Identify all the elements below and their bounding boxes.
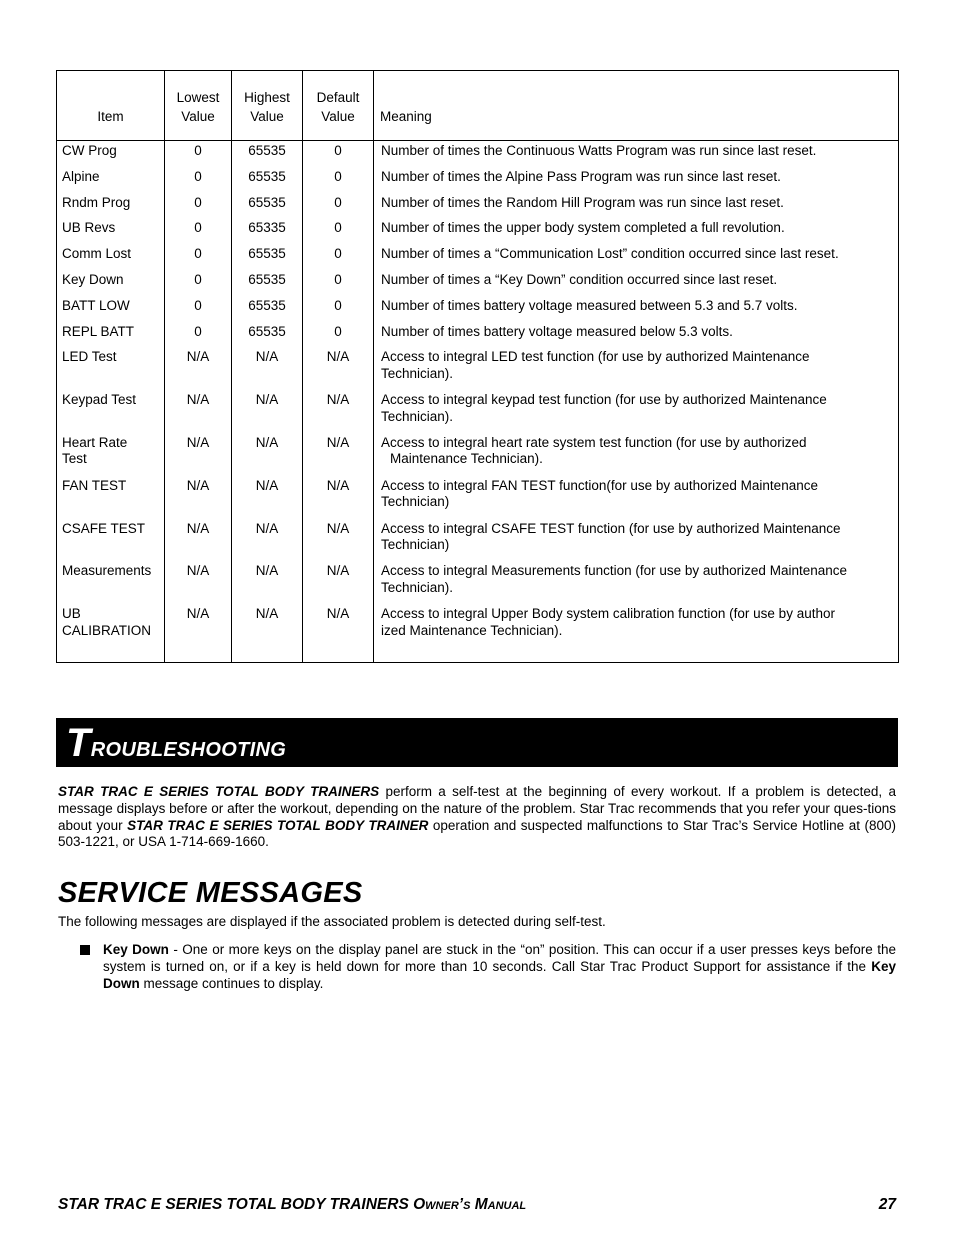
cell-lowest-value: 0: [165, 195, 232, 221]
cell-highest-value: N/A: [232, 478, 303, 521]
cell-meaning: Number of times the upper body system completed a full revolution.: [374, 220, 899, 246]
cell-item: UB Revs: [57, 220, 165, 246]
troubleshooting-intro: STAR TRAC E SERIES TOTAL BODY TRAINERS perform a self-test at the beginning of every workout. If a problem is detected, a message displays before or after the workout, depending on the nature of the problem. Star Trac recommends that you refer your ques-tions about your STAR TRAC E SERIES TOTAL BODY TRAINER operation and suspected malfunctions to Star Trac’s Service Hotline at (800) 503-1221, or USA 1-714-669-1660.: [58, 784, 897, 850]
cell-lowest-value: N/A: [165, 478, 232, 521]
table-row: [57, 563, 899, 606]
cell-lowest-value: 0: [165, 298, 232, 324]
cell-item: CW Prog: [57, 141, 165, 169]
service-messages-heading: SERVICE MESSAGES: [58, 877, 363, 909]
footer-title: STAR TRAC E SERIES TOTAL BODY TRAINERS Owner’s Manual: [58, 1196, 527, 1213]
cell-item: FAN TEST: [57, 478, 165, 521]
cell-meaning: Access to integral heart rate system test function (for use by authorized Maintenance Technician).: [374, 435, 899, 478]
cell-highest-value: 65535: [232, 324, 303, 350]
cell-default-value: N/A: [303, 392, 374, 435]
cell-item: Comm Lost: [57, 246, 165, 272]
cell-meaning: Number of times the Random Hill Program was run since last reset.: [374, 195, 899, 221]
cell-item: Key Down: [57, 272, 165, 298]
table-row: [57, 521, 899, 564]
cell-default-value: 0: [303, 272, 374, 298]
cell-default-value: N/A: [303, 478, 374, 521]
header-lowest-value: Lowest Value: [165, 71, 232, 141]
cell-lowest-value: N/A: [165, 435, 232, 478]
table-row: [57, 169, 899, 195]
cell-item: Keypad Test: [57, 392, 165, 435]
cell-lowest-value: 0: [165, 220, 232, 246]
cell-meaning: Number of times a “Communication Lost” condition occurred since last reset.: [374, 246, 899, 272]
cell-highest-value: N/A: [232, 606, 303, 663]
table-row: [57, 349, 899, 392]
cell-meaning: Access to integral Upper Body system calibration function (for use by author ized Maintenance Technician).: [374, 606, 899, 663]
cell-meaning: Number of times the Continuous Watts Program was run since last reset.: [374, 141, 899, 169]
cell-item: Heart Rate Test: [57, 435, 165, 478]
cell-meaning: Access to integral CSAFE TEST function (for use by authorized Maintenance Technician): [374, 521, 899, 564]
cell-meaning: Number of times the Alpine Pass Program was run since last reset.: [374, 169, 899, 195]
key-down-bullet: Key Down - One or more keys on the display panel are stuck in the “on” position. This can occur if a user presses keys before the system is turned on, or if a key is held down for more than 10 seconds. Call Star Trac Product Support for assistance if the Key Down message continues to display.: [103, 942, 896, 991]
cell-highest-value: N/A: [232, 435, 303, 478]
cell-meaning: Access to integral keypad test function (for use by authorized Maintenance Technician).: [374, 392, 899, 435]
cell-lowest-value: 0: [165, 246, 232, 272]
cell-default-value: 0: [303, 298, 374, 324]
cell-meaning: Access to integral Measurements function (for use by authorized Maintenance Technician).: [374, 563, 899, 606]
table-row: [57, 435, 899, 478]
cell-item: BATT LOW: [57, 298, 165, 324]
cell-lowest-value: 0: [165, 141, 232, 169]
cell-item: CSAFE TEST: [57, 521, 165, 564]
cell-meaning: Number of times battery voltage measured below 5.3 volts.: [374, 324, 899, 350]
header-meaning: Meaning: [374, 71, 899, 141]
cell-lowest-value: 0: [165, 169, 232, 195]
cell-item: Measurements: [57, 563, 165, 606]
troubleshooting-title: Troubleshooting: [66, 721, 287, 765]
table-row: [57, 195, 899, 221]
table-row: [57, 606, 899, 663]
cell-highest-value: 65535: [232, 298, 303, 324]
cell-default-value: N/A: [303, 349, 374, 392]
cell-meaning: Access to integral FAN TEST function(for use by authorized Maintenance Technician): [374, 478, 899, 521]
table-row: [57, 478, 899, 521]
cell-highest-value: N/A: [232, 349, 303, 392]
cell-lowest-value: N/A: [165, 606, 232, 663]
cell-default-value: 0: [303, 246, 374, 272]
cell-highest-value: N/A: [232, 392, 303, 435]
cell-lowest-value: N/A: [165, 563, 232, 606]
header-item: Item: [57, 71, 165, 141]
cell-highest-value: N/A: [232, 563, 303, 606]
table-row: [57, 272, 899, 298]
cell-default-value: N/A: [303, 606, 374, 663]
cell-meaning: Number of times battery voltage measured between 5.3 and 5.7 volts.: [374, 298, 899, 324]
cell-highest-value: 65535: [232, 272, 303, 298]
header-highest-value: Highest Value: [232, 71, 303, 141]
table-header-row: [57, 71, 899, 141]
table-row: [57, 220, 899, 246]
cell-default-value: 0: [303, 324, 374, 350]
cell-meaning: Access to integral LED test function (for use by authorized Maintenance Technician).: [374, 349, 899, 392]
cell-lowest-value: N/A: [165, 349, 232, 392]
page-number: 27: [878, 1196, 896, 1213]
cell-lowest-value: 0: [165, 272, 232, 298]
cell-default-value: 0: [303, 220, 374, 246]
cell-default-value: 0: [303, 169, 374, 195]
cell-highest-value: 65535: [232, 169, 303, 195]
cell-default-value: 0: [303, 141, 374, 169]
table-row: [57, 392, 899, 435]
settings-table: [56, 70, 899, 663]
table-row: [57, 324, 899, 350]
cell-default-value: N/A: [303, 563, 374, 606]
troubleshooting-banner: [56, 718, 898, 767]
table-row: [57, 141, 899, 169]
cell-lowest-value: N/A: [165, 521, 232, 564]
cell-highest-value: 65535: [232, 246, 303, 272]
cell-item: UB CALIBRATION: [57, 606, 165, 663]
cell-highest-value: 65535: [232, 195, 303, 221]
cell-lowest-value: N/A: [165, 392, 232, 435]
cell-highest-value: 65335: [232, 220, 303, 246]
cell-meaning: Number of times a “Key Down” condition occurred since last reset.: [374, 272, 899, 298]
cell-item: LED Test: [57, 349, 165, 392]
cell-default-value: N/A: [303, 521, 374, 564]
header-default-value: Default Value: [303, 71, 374, 141]
table-row: [57, 298, 899, 324]
cell-default-value: 0: [303, 195, 374, 221]
cell-default-value: N/A: [303, 435, 374, 478]
bullet-square-icon: [80, 945, 90, 955]
table-row: [57, 246, 899, 272]
cell-item: Rndm Prog: [57, 195, 165, 221]
cell-highest-value: N/A: [232, 521, 303, 564]
cell-item: REPL BATT: [57, 324, 165, 350]
service-messages-intro: The following messages are displayed if the associated problem is detected during self-test.: [58, 914, 606, 929]
cell-highest-value: 65535: [232, 141, 303, 169]
cell-lowest-value: 0: [165, 324, 232, 350]
cell-item: Alpine: [57, 169, 165, 195]
